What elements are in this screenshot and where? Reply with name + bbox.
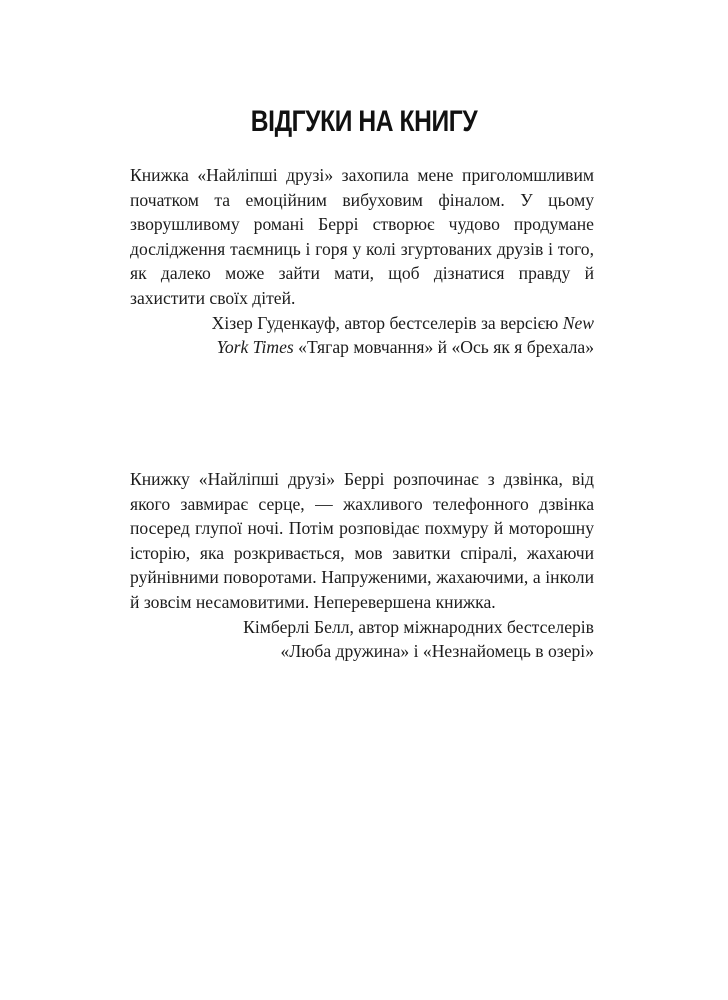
page-title: ВІДГУКИ НА КНИГУ	[250, 105, 478, 139]
publication-name: York Times	[216, 337, 294, 358]
review-text: Книжку «Найліпші друзі» Беррі розпочинає з дзвінка, від якого завмирає серце, — жахливого телефонного дзвінка посеред глупої ночі. Потім розповідає похмуру й моторошну історію, яка розкривається, мов завитки спіралі, жахаючи руйнівними поворотами. Напруженими, жахаючими, а інколи й зовсім несамовитими. Неперевершена книжка.	[130, 469, 594, 612]
review-block	[130, 467, 594, 664]
attribution-author: Кімберлі Белл, автор міжнародних бестселерів	[243, 616, 594, 637]
attribution-line	[130, 311, 594, 336]
review-attribution	[130, 311, 594, 360]
review-attribution	[130, 615, 594, 664]
attribution-line	[130, 335, 594, 360]
review-text: Книжка «Найліпші друзі» захопила мене приголомшливим початком та емоційним вибуховим фіналом. У цьому зворушливому романі Беррі створює чудово продумане дослідження таємниць і горя у колі згуртованих друзів і того, як далеко може зайти мати, щоб дізнатися правду й захистити своїх дітей.	[130, 165, 594, 308]
attribution-books: «Тягар мовчання» й «Ось як я брехала»	[293, 337, 594, 358]
attribution-books: «Люба дружина» і «Незнайомець в озері»	[280, 641, 594, 662]
review-block	[130, 163, 594, 360]
publication-name: New	[562, 312, 594, 333]
attribution-author: Хізер Гуденкауф, автор бестселерів за версією	[211, 312, 563, 333]
